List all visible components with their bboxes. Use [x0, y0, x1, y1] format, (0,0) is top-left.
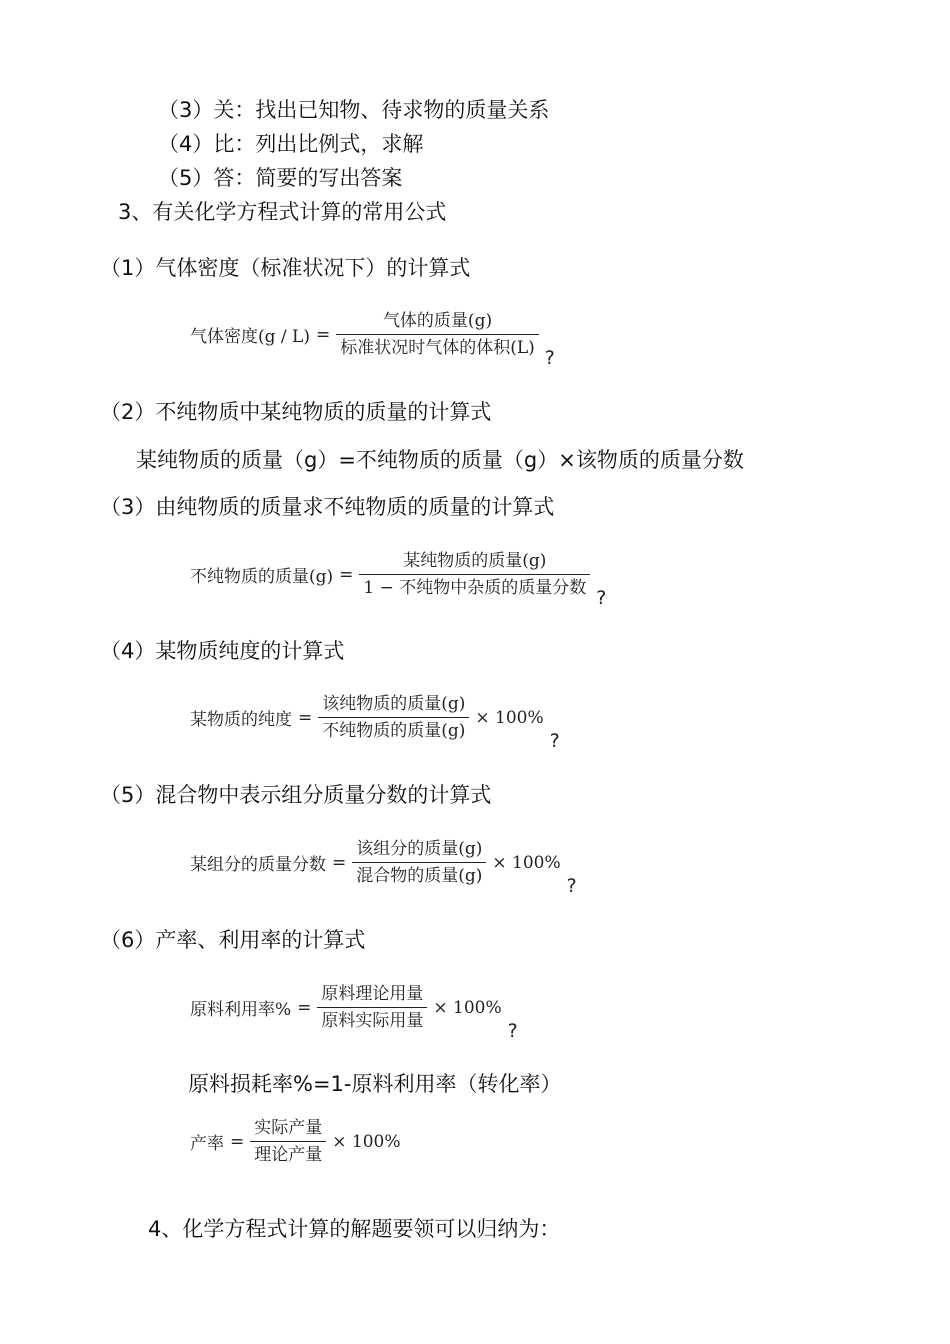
times-100-percent: × 100%	[433, 997, 502, 1018]
denominator: 1 − 不纯物中杂质的质量分数	[363, 578, 587, 598]
formula-lhs: 不纯物质的质量(g)	[190, 567, 334, 587]
numerator: 该纯物质的质量(g)	[322, 694, 466, 714]
numerator: 原料理论用量	[321, 984, 424, 1004]
formula-purity	[190, 693, 560, 752]
fraction	[359, 550, 590, 599]
pure-mass-formula: 某纯物质的质量（g）=不纯物质的质量（g）×该物质的质量分数	[136, 448, 744, 472]
equals-sign: =	[298, 707, 313, 728]
question-mark: ?	[566, 875, 577, 897]
formula-yield	[190, 1117, 401, 1166]
times-100-percent: × 100%	[492, 852, 561, 873]
formula-component-fraction	[190, 838, 577, 897]
item-5-heading: （5）混合物中表示组分质量分数的计算式	[100, 783, 492, 807]
question-mark: ?	[544, 347, 555, 369]
formula-impure-mass	[190, 550, 607, 609]
fraction	[317, 983, 427, 1032]
fraction	[336, 310, 539, 359]
numerator: 气体的质量(g)	[382, 311, 493, 331]
step-4-ratio: （4）比：列出比例式，求解	[158, 132, 424, 156]
numerator: 该组分的质量(g)	[356, 839, 483, 859]
numerator: 实际产量	[254, 1118, 323, 1138]
equals-sign: =	[332, 852, 347, 873]
item-2-heading: （2）不纯物质中某纯物质的质量的计算式	[100, 400, 492, 424]
fraction	[318, 693, 469, 742]
denominator: 不纯物质的质量(g)	[322, 721, 466, 741]
times-100-percent: × 100%	[475, 707, 544, 728]
equals-sign: =	[230, 1131, 245, 1152]
equals-sign: =	[339, 564, 354, 585]
item-4-heading: （4）某物质纯度的计算式	[100, 639, 345, 663]
denominator: 理论产量	[254, 1145, 323, 1165]
denominator: 混合物的质量(g)	[356, 866, 483, 886]
times-100-percent: × 100%	[332, 1131, 401, 1152]
question-mark: ?	[549, 730, 560, 752]
formula-lhs: 产率	[190, 1134, 224, 1154]
loss-rate-formula: 原料损耗率%=1-原料利用率（转化率）	[188, 1072, 562, 1096]
question-mark: ?	[596, 587, 607, 609]
section-4-heading: 4、化学方程式计算的解题要领可以归纳为：	[148, 1217, 561, 1241]
item-1-heading: （1）气体密度（标准状况下）的计算式	[100, 256, 471, 280]
denominator: 原料实际用量	[321, 1011, 424, 1031]
section-3-heading: 3、有关化学方程式计算的常用公式	[118, 200, 447, 224]
step-3-relation: （3）关：找出已知物、待求物的质量关系	[158, 98, 550, 122]
denominator: 标准状况时气体的体积(L)	[340, 338, 535, 358]
item-6-heading: （6）产率、利用率的计算式	[100, 928, 366, 952]
formula-lhs: 某物质的纯度	[190, 710, 292, 730]
step-5-answer: （5）答：简要的写出答案	[158, 166, 403, 190]
item-3-heading: （3）由纯物质的质量求不纯物质的质量的计算式	[100, 495, 555, 519]
formula-lhs: 气体密度(g / L)	[190, 327, 310, 347]
equals-sign: =	[297, 997, 312, 1018]
formula-utilization-rate	[190, 983, 518, 1042]
fraction	[250, 1117, 326, 1166]
numerator: 某纯物质的质量(g)	[403, 551, 547, 571]
fraction	[352, 838, 486, 887]
formula-lhs: 某组分的质量分数	[190, 855, 326, 875]
question-mark: ?	[507, 1020, 518, 1042]
formula-lhs: 原料利用率%	[190, 1000, 292, 1020]
formula-gas-density	[190, 310, 555, 369]
equals-sign: =	[315, 324, 331, 345]
